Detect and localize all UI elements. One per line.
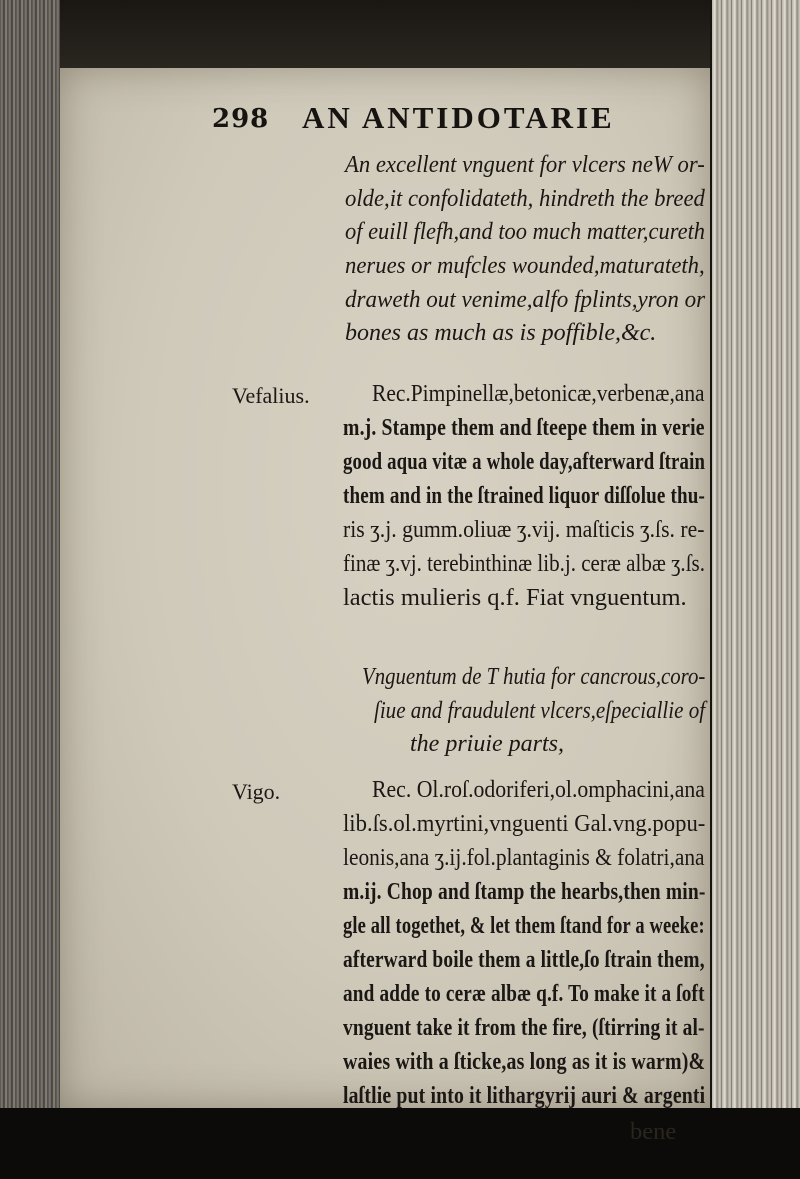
book-edge-right xyxy=(712,0,800,1179)
recipe-1-heading-line: of euill flefh,and too much matter,cureth xyxy=(345,219,706,245)
bottom-shadow xyxy=(0,1108,800,1179)
recipe-1-body-line: Rec.Pimpinellæ,betonicæ,verbenæ,ana xyxy=(372,380,705,407)
recipe-1-heading-line: olde,it confolidateth, hindreth the breed xyxy=(345,186,705,212)
recipe-1-heading-line: bones as much as is poffible,&c. xyxy=(345,320,657,346)
top-shadow xyxy=(60,0,710,70)
recipe-2-body-line: and adde to ceræ albæ q.f. To make it a ſoft xyxy=(343,980,705,1007)
recipe-1-heading-line: nerues or mufcles wounded,maturateth, xyxy=(345,253,705,279)
recipe-2-body-line: vnguent take it from the fire, (ſtirring it al- xyxy=(343,1014,705,1041)
recipe-2-body-line: Rec. Ol.roſ.odoriferi,ol.omphacini,ana xyxy=(372,776,705,803)
recipe-1-body-line: good aqua vitæ a whole day,afterward ſtrain xyxy=(343,448,706,475)
recipe-2-body-line: leonis,ana ʒ.ij.fol.plantaginis & folatri,ana xyxy=(343,844,705,871)
page-number: 298 xyxy=(212,104,270,134)
page-header xyxy=(0,100,800,140)
running-title: AN ANTIDOTARIE xyxy=(302,100,615,135)
recipe-1-body-line: ris ʒ.j. gumm.oliuæ ʒ.vij. maſticis ʒ.ſs. re- xyxy=(343,516,705,543)
catchword: bene xyxy=(630,1118,677,1145)
recipe-1-body-line: m.j. Stampe them and ſteepe them in verie xyxy=(343,414,705,441)
recipe-2-heading-line: Vnguentum de T hutia for cancrous,coro- xyxy=(362,664,706,690)
recipe-1-heading-line: An excellent vnguent for vlcers neW or- xyxy=(345,152,705,178)
recipe-2-heading-line: ſiue and fraudulent vlcers,eſpeciallie of xyxy=(374,698,706,724)
book-edge-left xyxy=(0,0,62,1179)
recipe-1-body-line: lactis mulieris q.f. Fiat vnguentum. xyxy=(343,584,687,611)
recipe-1-body-line: them and in the ſtrained liquor diſſolue thu- xyxy=(343,482,705,509)
margin-note-vigo: Vigo. xyxy=(232,779,281,804)
recipe-2-body-line: laſtlie put into it lithargyrij auri & argenti xyxy=(343,1082,706,1109)
recipe-1-heading-line: draweth out venime,alfo fplints,yron or xyxy=(345,287,706,313)
recipe-2-heading-line: the priuie parts, xyxy=(410,731,564,757)
recipe-1-body-line: finæ ʒ.vj. terebinthinæ lib.j. ceræ albæ ʒ.ſs. xyxy=(343,550,705,577)
recipe-2-body-line: waies with a ſticke,as long as it is warm)& xyxy=(343,1048,706,1075)
recipe-2-body-line: lib.ſs.ol.myrtini,vnguenti Gal.vng.popu- xyxy=(343,810,706,837)
margin-note-vefalius: Vefalius. xyxy=(232,383,310,408)
recipe-2-body-line: gle all togethet, & let them ſtand for a weeke: xyxy=(343,912,705,939)
recipe-2-body-line: afterward boile them a little,ſo ſtrain them, xyxy=(343,946,705,973)
recipe-2-body-line: m.ij. Chop and ſtamp the hearbs,then min- xyxy=(343,878,706,905)
